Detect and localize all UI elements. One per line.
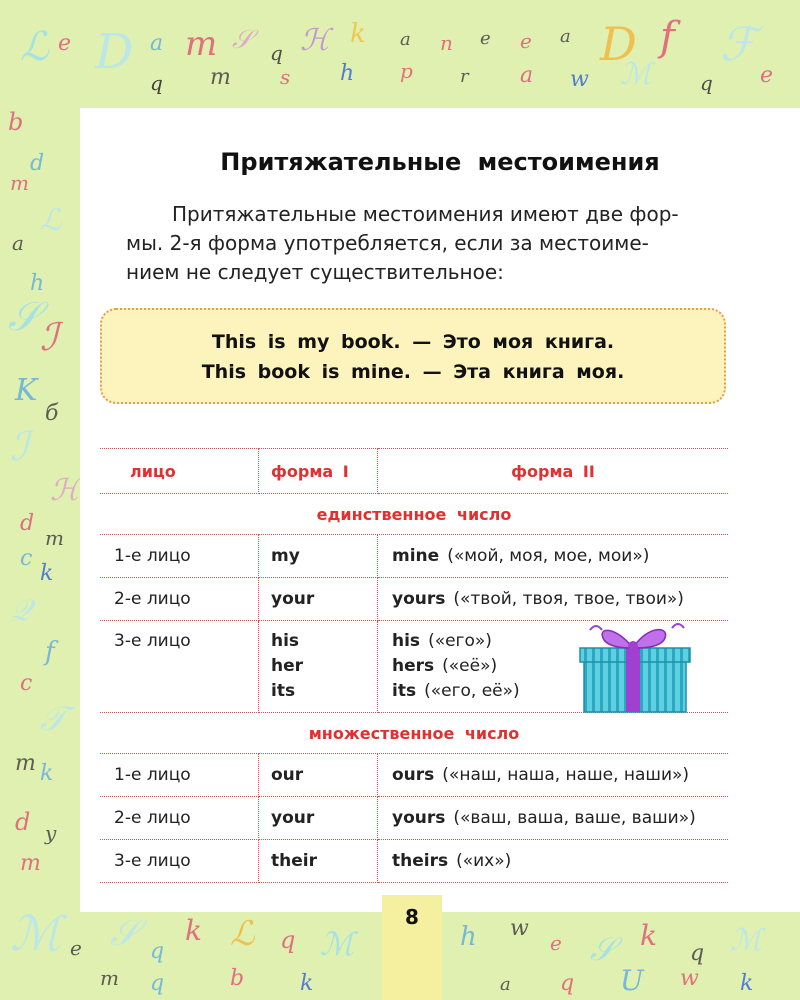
svg-text:y: y [45,821,57,845]
person-cell: 3-е лицо [100,621,259,713]
svg-text:e: e [58,31,72,56]
svg-text:q: q [560,971,575,996]
svg-text:q: q [150,971,165,996]
svg-text:a: a [500,974,511,995]
form2-word: yours [392,808,446,828]
svg-text:a: a [560,26,571,47]
svg-text:𝒯: 𝒯 [40,699,67,739]
svg-text:q: q [700,71,713,95]
form2-gloss: («наш, наша, наше, наши») [442,765,690,785]
section-row-plural [100,713,728,754]
svg-text:ℱ: ℱ [720,17,757,71]
intro-line: нием не следует существительное: [126,260,504,284]
svg-text:𝒬: 𝒬 [10,593,32,628]
svg-text:ℳ: ℳ [320,925,355,963]
form2-word: theirs [392,851,449,871]
svg-text:U: U [620,964,644,997]
svg-text:f: f [660,14,675,60]
svg-text:ℒ: ℒ [20,24,49,70]
svg-text:D: D [600,17,637,71]
svg-text:ℐ: ℐ [10,424,29,470]
svg-text:s: s [280,65,291,89]
column-header-form1: форма I [259,449,378,494]
svg-text:ℋ: ℋ [300,23,330,58]
svg-text:ℋ: ℋ [50,473,80,508]
svg-text:h: h [340,61,355,86]
svg-text:r: r [460,66,469,87]
form1-word: his [271,631,300,651]
svg-text:d: d [30,151,45,176]
form1-cell: my [259,535,378,578]
example-box [100,308,726,404]
table-header-row [100,449,728,494]
page-panel [80,108,800,912]
svg-text:ℒ: ℒ [40,203,62,238]
svg-text:ℳ: ℳ [10,906,62,962]
form1-cell: their [259,840,378,883]
form2-cell [378,754,729,797]
table-row [100,840,728,883]
form2-word: hers [392,656,435,676]
svg-text:d: d [15,808,31,836]
intro-line: мы. 2-я форма употребляется, если за местоиме- [126,231,649,255]
svg-text:f: f [45,637,55,667]
intro-line: Притяжательные местоимения имеют две фор- [172,202,679,226]
svg-text:p: p [400,59,413,83]
svg-text:q: q [270,41,283,65]
table-row [100,754,728,797]
section-label-singular: единственное число [100,494,728,535]
form2-word: ours [392,765,435,785]
svg-text:m: m [100,966,119,990]
form2-cell [378,840,729,883]
column-header-form2: форма II [378,449,729,494]
svg-text:e: e [70,936,82,960]
svg-text:𝒮: 𝒮 [232,25,253,55]
form2-word: yours [392,589,446,609]
form1-cell: your [259,797,378,840]
form1-word: her [271,656,304,676]
gift-box-icon [576,616,694,716]
svg-text:a: a [12,231,24,255]
svg-text:w: w [570,67,589,92]
svg-text:k: k [300,971,314,996]
svg-text:𝒮: 𝒮 [590,930,615,968]
svg-text:𝒮: 𝒮 [8,294,39,340]
form2-cell [378,797,729,840]
svg-text:c: c [20,546,33,571]
svg-text:m: m [15,751,36,776]
svg-text:h: h [460,922,477,952]
svg-text:w: w [680,966,699,991]
form2-word: its [392,681,417,701]
svg-text:k: k [740,971,754,996]
form2-gloss: («твой, твоя, твое, твои») [453,589,684,609]
svg-text:ℐ: ℐ [40,315,58,359]
page-number: 8 [382,895,442,1000]
person-cell: 2-е лицо [100,578,259,621]
form2-cell [378,578,729,621]
svg-text:б: б [45,401,59,426]
svg-text:K: K [15,373,38,408]
table-row [100,578,728,621]
form1-word: its [271,681,296,701]
svg-text:m: m [210,65,231,90]
form1-cell: our [259,754,378,797]
svg-text:ℳ: ℳ [620,57,653,92]
svg-text:q: q [150,939,165,964]
svg-text:ℒ: ℒ [230,914,255,954]
page-title: Притяжательные местоимения [220,148,660,176]
svg-text:k: k [350,19,366,49]
person-cell: 1-е лицо [100,754,259,797]
column-header-person: лицо [100,449,259,494]
table-row [100,535,728,578]
svg-text:a: a [520,63,534,88]
form2-gloss: («их») [456,851,512,871]
svg-text:w: w [510,916,529,941]
svg-text:𝒮: 𝒮 [110,913,138,954]
section-label-plural: множественное число [100,713,728,754]
svg-text:k: k [640,919,657,952]
svg-text:m: m [20,851,41,876]
form2-gloss: («мой, моя, мое, мои») [447,546,650,566]
svg-text:n: n [440,31,453,55]
svg-text:e: e [760,63,774,88]
svg-text:b: b [230,966,245,991]
svg-text:e: e [520,29,532,53]
svg-text:m: m [10,171,29,195]
section-row-singular [100,494,728,535]
svg-text:e: e [480,28,491,49]
svg-text:m: m [185,24,218,64]
person-cell: 3-е лицо [100,840,259,883]
person-cell: 1-е лицо [100,535,259,578]
form2-gloss: («ваш, ваша, ваше, ваши») [453,808,696,828]
svg-text:ℳ: ℳ [730,923,763,958]
svg-text:h: h [30,271,45,296]
form2-gloss: («его») [428,631,492,651]
example-line: This is my book. — Это моя книга. [211,331,615,353]
form2-gloss: («её») [442,656,498,676]
svg-text:m: m [45,526,64,550]
form2-word: mine [392,546,440,566]
svg-text:d: d [20,511,35,536]
form2-word: his [392,631,421,651]
svg-text:k: k [40,561,54,586]
person-cell: 2-е лицо [100,797,259,840]
svg-text:c: c [20,671,33,696]
svg-text:a: a [150,31,164,56]
table-row [100,797,728,840]
svg-text:b: b [8,108,24,136]
form1-cell [259,621,378,713]
svg-text:D: D [95,24,134,80]
svg-text:k: k [40,761,54,786]
example-line: This book is mine. — Эта книга моя. [201,361,625,383]
svg-text:q: q [150,71,163,95]
svg-text:e: e [550,931,562,955]
intro-paragraph [126,200,726,287]
form2-gloss: («его, её») [424,681,520,701]
form2-cell [378,535,729,578]
form1-cell: your [259,578,378,621]
svg-text:q: q [280,926,296,954]
svg-text:q: q [690,941,705,966]
svg-text:k: k [185,914,202,947]
svg-text:a: a [400,29,411,50]
